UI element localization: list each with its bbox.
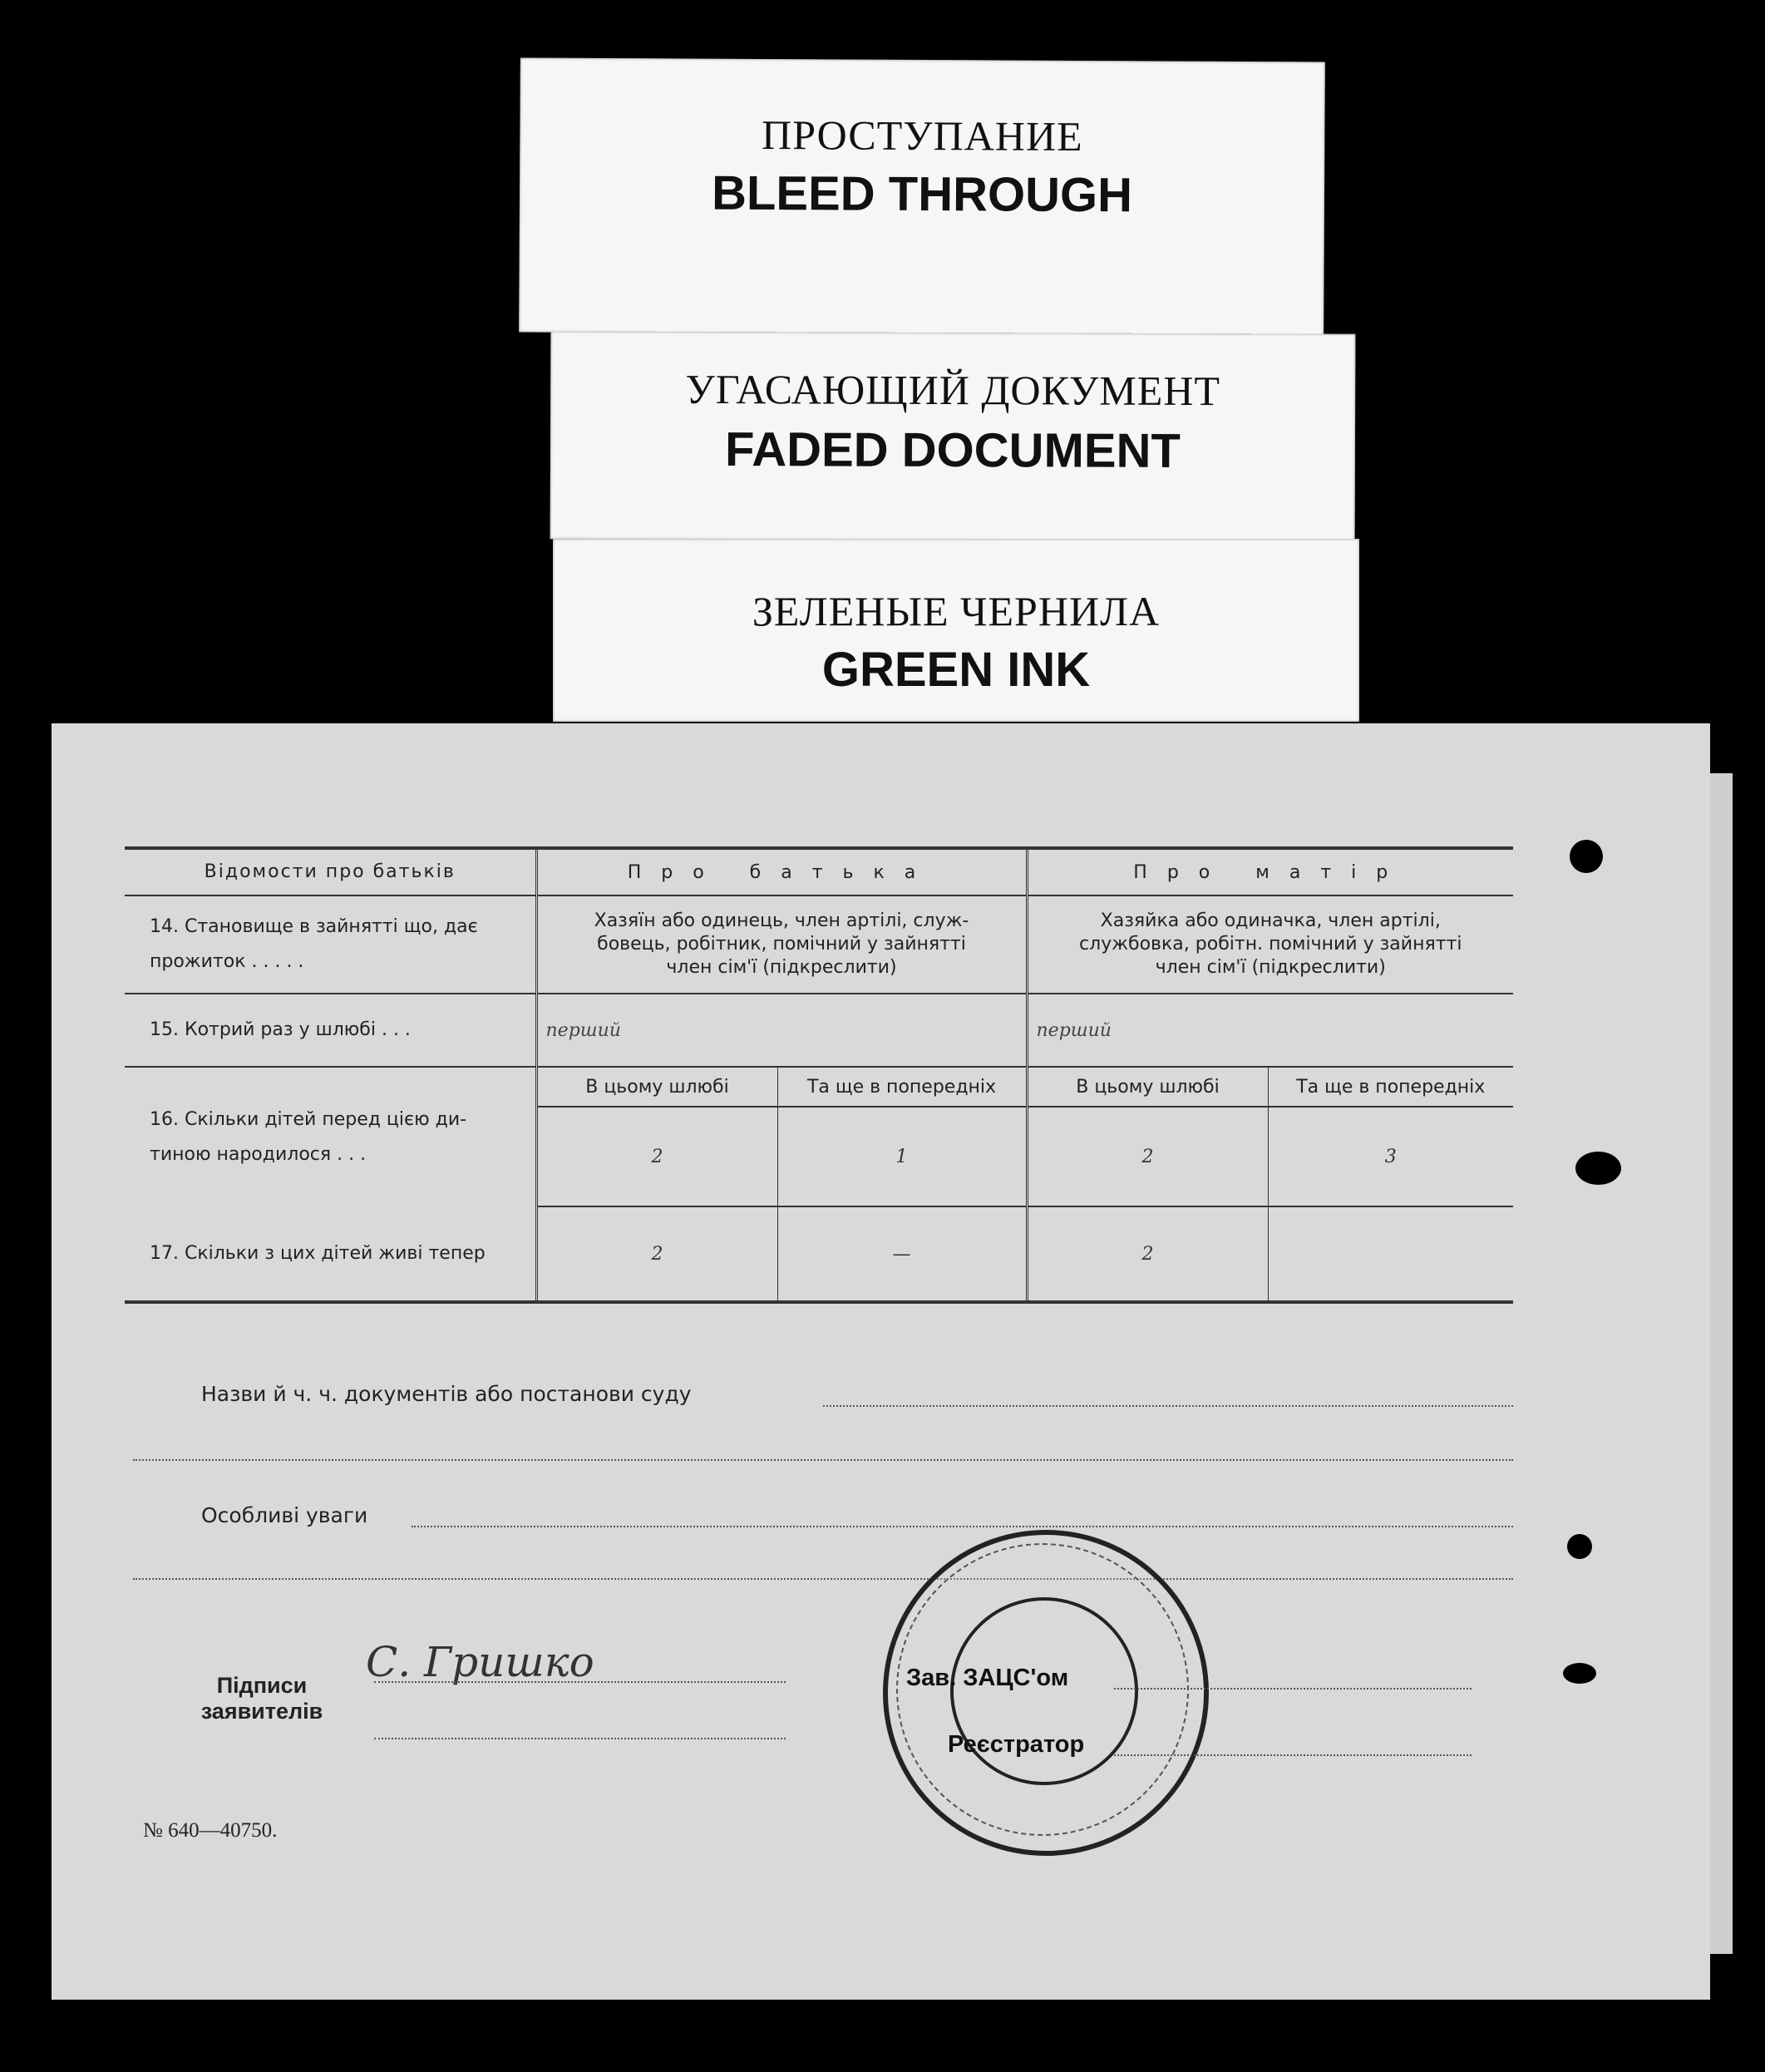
row14-label-line1: 14. Становище в зайнятті що, дає bbox=[150, 916, 478, 937]
notes-dotted-line-2 bbox=[133, 1578, 1513, 1580]
head-signature-line bbox=[1114, 1688, 1472, 1690]
punch-hole bbox=[1567, 1534, 1592, 1559]
row14-mother-options bbox=[1027, 895, 1513, 994]
row15-mother-value: перший bbox=[1027, 994, 1513, 1067]
card-ru-label: ПРОСТУПАНИЕ bbox=[761, 111, 1083, 160]
registrar-signature-line bbox=[1114, 1754, 1472, 1756]
signatures-label-line2: заявителів bbox=[200, 1699, 323, 1724]
row16-label-line2: тиною народилося . . . bbox=[150, 1143, 367, 1165]
row16-mother-prev: 3 bbox=[1268, 1107, 1513, 1206]
row17-mother-this: 2 bbox=[1027, 1206, 1268, 1302]
card-en-label: BLEED THROUGH bbox=[711, 165, 1133, 223]
subhead-mother-this: В цьому шлюбі bbox=[1027, 1067, 1268, 1107]
row16-label bbox=[125, 1067, 536, 1206]
header-father: Про батька bbox=[536, 848, 1027, 895]
card-ru-label: ЗЕЛЕНЫЕ ЧЕРНИЛА bbox=[752, 588, 1161, 634]
row17-label: 17. Скільки з цих дітей живі тепер bbox=[125, 1206, 536, 1302]
form-number: № 640—40750. bbox=[143, 1819, 278, 1842]
row16-mother-this: 2 bbox=[1027, 1107, 1268, 1206]
signature-dotted-line-2 bbox=[374, 1738, 786, 1739]
punch-hole bbox=[1563, 1663, 1596, 1684]
row14-father-line1: Хазяїн або одинець, член артілі, служ- bbox=[594, 910, 969, 931]
signature-dotted-line-1 bbox=[374, 1681, 786, 1683]
card-en-label: GREEN INK bbox=[821, 643, 1091, 697]
row14-father-line3: член сім'ї (підкреслити) bbox=[666, 957, 897, 978]
row15-father-value: перший bbox=[536, 994, 1027, 1067]
row15-label: 15. Котрий раз у шлюбі . . . bbox=[125, 994, 536, 1067]
head-registry-label: Зав. ЗАЦС'ом bbox=[906, 1665, 1069, 1691]
row17-mother-prev bbox=[1268, 1206, 1513, 1302]
official-seal-stamp bbox=[883, 1530, 1209, 1856]
row14-father-options bbox=[536, 895, 1027, 994]
signatures-label bbox=[175, 1673, 349, 1724]
row16-father-prev: 1 bbox=[777, 1107, 1027, 1206]
applicant-signature: С. Гришко bbox=[366, 1638, 594, 1686]
documents-dotted-line-2 bbox=[133, 1459, 1513, 1461]
row16-father-this: 2 bbox=[536, 1107, 777, 1206]
row14-label-line2: прожиток . . . . . bbox=[150, 951, 304, 972]
row14-label bbox=[125, 895, 536, 994]
card-en-label: FADED DOCUMENT bbox=[724, 422, 1181, 478]
bleed-through-card bbox=[519, 57, 1325, 336]
subhead-mother-prev: Та ще в попередніх bbox=[1268, 1067, 1513, 1107]
green-ink-card bbox=[553, 539, 1359, 722]
punch-hole bbox=[1570, 840, 1603, 873]
registrar-label: Реєстратор bbox=[948, 1731, 1085, 1758]
row14-mother-line3: член сім'ї (підкреслити) bbox=[1155, 957, 1386, 978]
row17-father-this: 2 bbox=[536, 1206, 777, 1302]
faded-document-card bbox=[550, 331, 1356, 541]
signatures-label-line1: Підписи bbox=[216, 1673, 308, 1698]
row14-mother-line2: службовка, робітн. помічний у зайнятті bbox=[1079, 934, 1462, 955]
documents-dotted-line bbox=[823, 1405, 1513, 1407]
row14-mother-line1: Хазяйка або одиначка, член артілі, bbox=[1100, 910, 1441, 931]
subhead-father-prev: Та ще в попередніх bbox=[777, 1067, 1027, 1107]
subhead-father-this: В цьому шлюбі bbox=[536, 1067, 777, 1107]
row17-father-prev: — bbox=[777, 1206, 1027, 1302]
header-mother: Про матір bbox=[1027, 848, 1513, 895]
card-ru-label: УГАСАЮЩИЙ ДОКУМЕНТ bbox=[685, 365, 1221, 415]
header-parents-info: Відомости про батьків bbox=[125, 848, 536, 895]
notes-label: Особливі уваги bbox=[201, 1503, 368, 1527]
documents-label: Назви й ч. ч. документів або постанови суду bbox=[201, 1382, 692, 1406]
parents-info-form bbox=[125, 846, 1513, 1304]
row16-label-line1: 16. Скільки дітей перед цією ди- bbox=[150, 1108, 467, 1130]
notes-dotted-line bbox=[412, 1526, 1513, 1527]
punch-hole bbox=[1575, 1152, 1621, 1185]
row14-father-line2: бовець, робітник, помічний у зайнятті bbox=[597, 934, 966, 955]
